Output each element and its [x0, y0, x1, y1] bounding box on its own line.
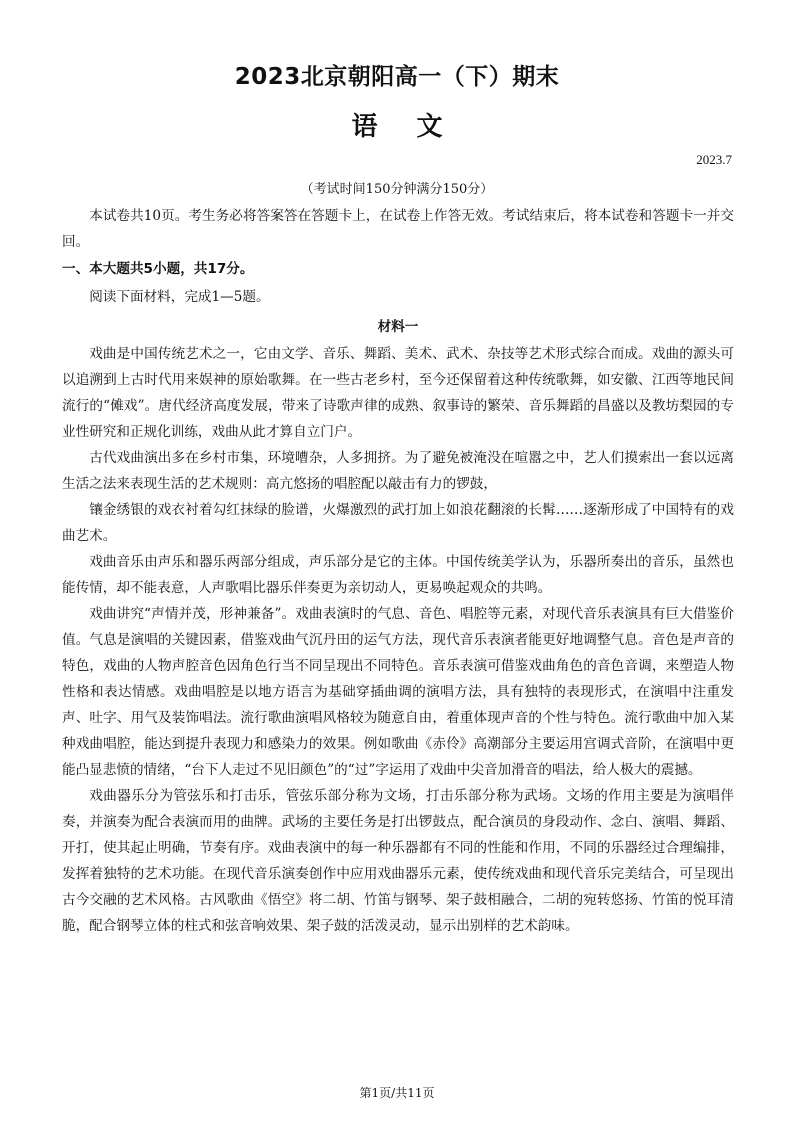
section-heading: 一、本大题共5小题，共17分。 — [62, 261, 254, 277]
material-paragraph: 戏曲讲究“声情并茂，形神兼备”。戏曲表演时的气息、音色、唱腔等元素，对现代音乐表演具有巨大借鉴价值。气息是演唱的关键因素，借鉴戏曲气沉丹田的运气方法，现代音乐表演者能更好地调整气息。音色是声音的特色，戏曲的人物声腔音色因角色行当不同呈现出不同特色。音乐表演可借鉴戏曲角色的音色音调，来塑造人物性格和表达情感。戏曲唱腔是以地方语言为基础穿插曲调的演唱方法，具有独特的表现形式，在演唱中注重发声、吐字、用气及装饰唱法。流行歌曲演唱风格较为随意自由，着重体现声音的个性与特色。流行歌曲中加入某种戏曲唱腔，能达到提升表现力和感染力的效果。例如歌曲《赤伶》高潮部分主要运用宫调式音阶，在演唱中更能凸显悲愤的情绪，“台下人走过不见旧颜色”的“过”字运用了戏曲中尖音加滑音的唱法，给人极大的震撼。 — [62, 606, 734, 778]
exam-time-note: （考试时间150分钟满分150分） — [300, 182, 494, 197]
material-title: 材料一 — [377, 319, 419, 335]
material-paragraph: 古代戏曲演出多在乡村市集，环境嘈杂，人多拥挤。为了避免被淹没在喧嚣之中，艺人们摸索出一套以远离生活之法来表现生活的艺术规则：高亢悠扬的唱腔配以敲击有力的锣鼓， — [62, 450, 734, 492]
exam-notice: 本试卷共10页。考生务必将答案答在答题卡上，在试卷上作答无效。考试结束后，将本试卷和答题卡一并交回。 — [62, 208, 734, 250]
exam-title: 2023北京朝阳高一（下）期末 — [234, 64, 560, 90]
reading-instruction: 阅读下面材料，完成1—5题。 — [89, 289, 270, 305]
page-content — [62, 203, 734, 939]
page-footer: 第1页/共11页 — [359, 1086, 435, 1100]
exam-date: 2023.7 — [696, 152, 732, 167]
material-paragraph: 戏曲音乐由声乐和器乐两部分组成，声乐部分是它的主体。中国传统美学认为，乐器所奏出的音乐，虽然也能传情，却不能表意，人声歌唱比器乐伴奏更为亲切动人，更易唤起观众的共鸣。 — [62, 554, 734, 596]
material-paragraph: 镶金绣银的戏衣衬着勾红抹绿的脸谱，火爆激烈的武打加上如浪花翻滚的长髯……逐渐形成了中国特有的戏曲艺术。 — [62, 502, 734, 544]
material-paragraph: 戏曲是中国传统艺术之一，它由文学、音乐、舞蹈、美术、武术、杂技等艺术形式综合而成。戏曲的源头可以追溯到上古时代用来娱神的原始歌舞。在一些古老乡村，至今还保留着这种传统歌舞，如安徽、江西等地民间流行的“傩戏”。唐代经济高度发展，带来了诗歌声律的成熟、叙事诗的繁荣、音乐舞蹈的昌盛以及教坊梨园的专业性研究和正规化训练，戏曲从此才算自立门户。 — [62, 346, 734, 440]
subject-title: 语 文 — [351, 112, 443, 142]
material-paragraph: 戏曲器乐分为管弦乐和打击乐，管弦乐部分称为文场，打击乐部分称为武场。文场的作用主要是为演唱伴奏，并演奏为配合表演而用的曲牌。武场的主要任务是打出锣鼓点，配合演员的身段动作、念白、演唱、舞蹈、开打，使其起止明确，节奏有序。戏曲表演中的每一种乐器都有不同的性能和作用，不同的乐器经过合理编排，发挥着独特的艺术功能。在现代音乐演奏创作中应用戏曲器乐元素，使传统戏曲和现代音乐完美结合，可呈现出古今交融的艺术风格。古风歌曲《悟空》将二胡、竹笛与钢琴、架子鼓相融合，二胡的宛转悠扬、竹笛的悦耳清脆，配合钢琴立体的柱式和弦音响效果、架子鼓的活泼灵动，显示出别样的艺术韵味。 — [62, 788, 734, 934]
